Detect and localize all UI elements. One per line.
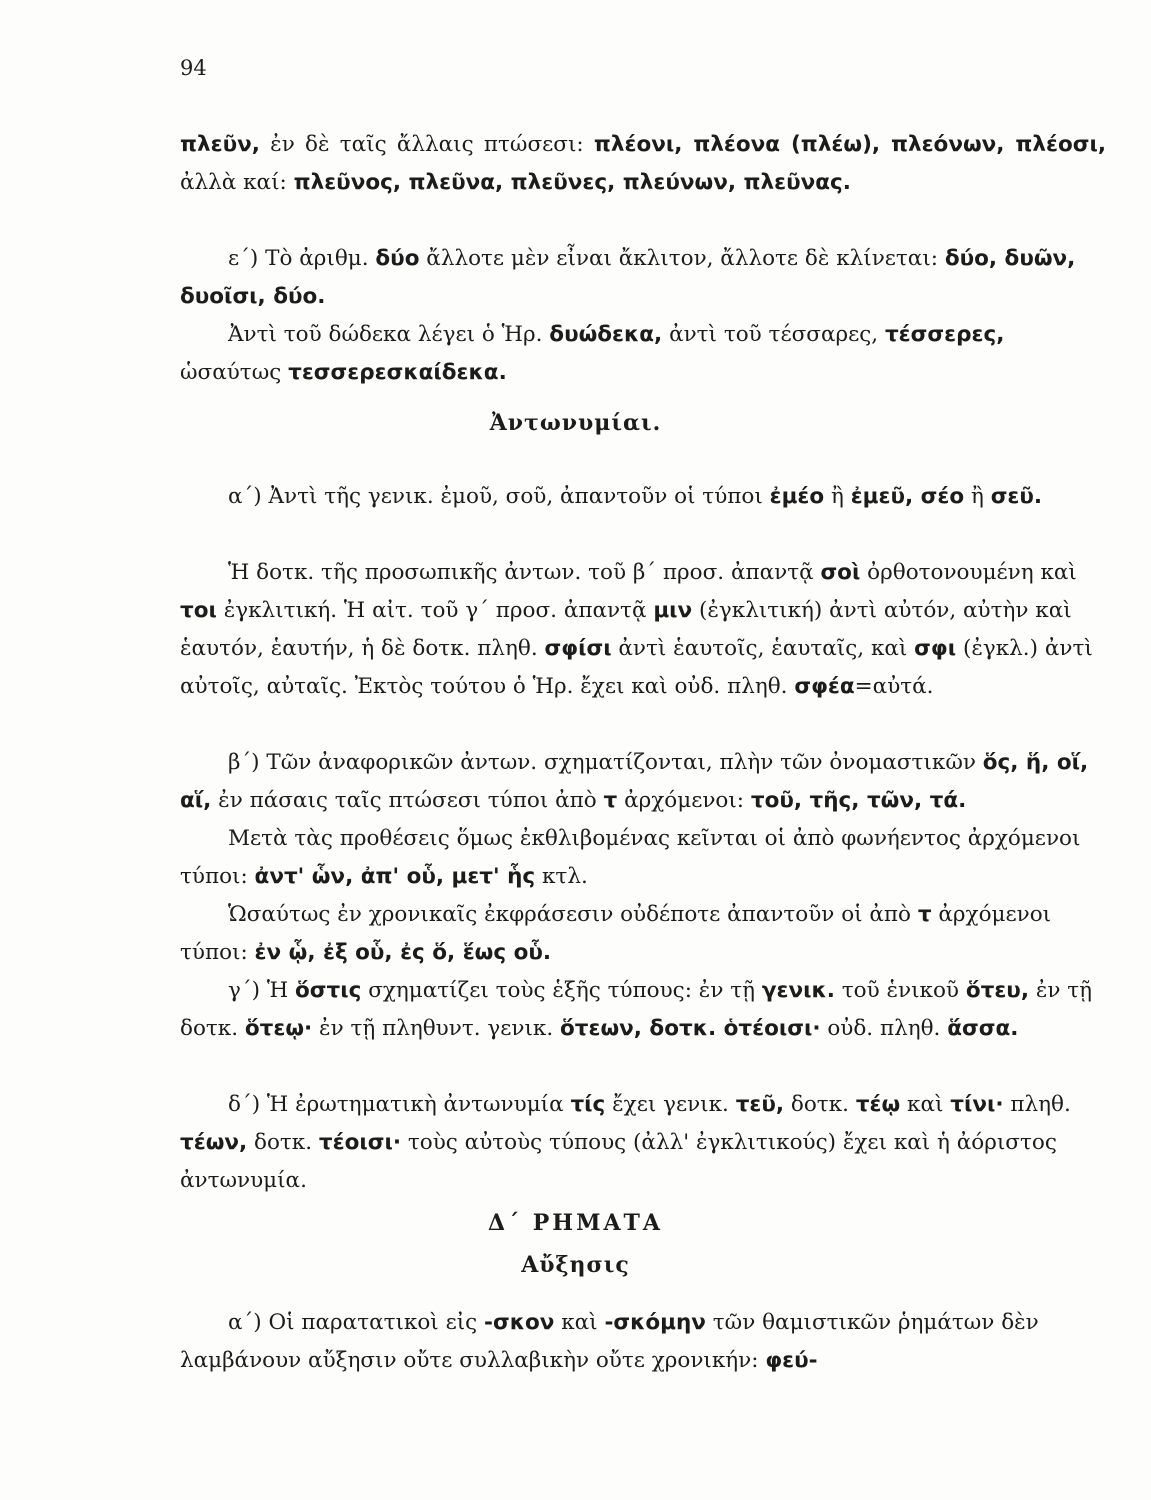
bold-term: τέσσερες, [884,322,1005,347]
text-run: ἔχει γενικ. [605,1092,736,1117]
bold-term: τέῳ [855,1092,901,1117]
text-run: τοῦ ἑνικοῦ [834,978,966,1003]
bold-term: τίς [570,1092,606,1117]
text-run: Ἀντὶ τοῦ δώδεκα λέγει ὁ Ἡρ. [228,322,550,347]
paragraph [180,126,1113,202]
text-run: Ἡ δοτκ. τῆς προσωπικῆς ἀντων. τοῦ β΄ προσ. ἀπαντᾷ [228,560,821,585]
text-run: Μετὰ τὰς προθέσεις ὅμως ἐκθλιβομένας κεῖνται οἱ ἀπὸ φωνήεντος ἀρχόμενοι τύποι: [180,826,1088,889]
text-run: ὡσαύτως [180,322,1012,385]
text-run: πληθ. [1003,1092,1078,1117]
text-run: γ΄) Ἡ [228,978,295,1003]
text-run: καὶ [900,1092,951,1117]
bold-term: μιν [653,598,693,623]
paragraph [180,972,1106,1048]
text-run: οὐδ. πληθ. [820,1016,948,1041]
text-run: ἀντὶ τοῦ τέσσαρες, [662,322,885,347]
paragraph [180,554,1106,706]
section-heading-pronouns: Ἀντωνυμίαι. [489,410,662,436]
bold-term: σοὶ [820,560,861,585]
text-run: δοτκ. [247,1130,319,1155]
paragraph [180,478,1106,516]
text-run: ε΄) Τὸ ἀριθμ. [228,246,376,271]
text-run: δ΄) Ἡ ἐρωτηματικὴ ἀντωνυμία [228,1092,571,1117]
bold-term: τοι [180,598,217,623]
bold-term: πλεῦνος, πλεῦνα, πλεῦνες, πλεύνων, πλεῦνας. [293,170,851,195]
bold-term: τ [603,788,618,813]
text-run: ἢ [964,484,991,509]
paragraph [180,1304,1106,1380]
text-run: κτλ. [535,864,588,889]
text-run: ἐν πάσαις ταῖς πτώσεσι τύποι ἀπὸ [211,788,604,813]
bold-term: δύο [375,246,420,271]
bold-term: σφέα [794,674,855,699]
bold-term: -σκον [484,1310,555,1335]
bold-term: γενικ. [761,978,835,1003]
text-run: (ἐγκλιτική) ἀντὶ αὐτόν, αὐτὴν καὶ ἑαυτόν, ἑαυτήν, ἡ δὲ δοτκ. πληθ. [180,598,1079,661]
text-run: ἀντὶ ἑαυτοῖς, ἑαυταῖς, καὶ [611,636,915,661]
text-run: τῶν θαμιστικῶν ῥημάτων δὲν λαμβάνουν αὔξησιν οὔτε συλλαβικὴν οὔτε χρονικήν: [180,1310,1046,1373]
bold-term: ὅτεῳ· [244,1016,313,1041]
text-run: α΄) Ἀντὶ τῆς γενικ. ἐμοῦ, σοῦ, ἀπαντοῦν οἱ τύποι [228,484,770,509]
bold-term: ἐμεῦ, σέο [850,484,965,509]
bold-term: ἐμέο [769,484,825,509]
paragraph [180,1086,1106,1200]
bold-term: ἅσσα. [947,1016,1019,1041]
bold-term: ὅστις [295,978,362,1003]
section-heading-augment: Αὔξησις [521,1252,630,1278]
text-run: Ὡσαύτως ἐν χρονικαῖς ἐκφράσεσιν οὐδέποτε ἀπαντοῦν οἱ ἀπὸ [228,902,918,927]
text-run: ἐν δὲ ταῖς ἄλλαις πτώσεσι: [259,132,594,157]
bold-term: ὅς, ἥ, οἵ, αἵ, [180,750,1096,813]
text-run: ἐν τῇ πληθυντ. γενικ. [312,1016,560,1041]
bold-term: τίνι· [950,1092,1004,1117]
text-run: α΄) Οἱ παρατατικοὶ εἰς [228,1310,485,1335]
text-run: ἀλλὰ καί: [180,132,1113,195]
paragraph [180,744,1106,820]
text-run: =αὐτά. [854,674,934,699]
bold-term: ὅτεων, δοτκ. ὁτέοισι· [559,1016,821,1041]
bold-term: ἐν ᾧ, ἐξ οὗ, ἐς ὅ, ἕως οὗ. [254,940,552,965]
text-run: καὶ [554,1310,605,1335]
bold-term: πλέονι, πλέονα (πλέω), πλεόνων, πλέοσι, [593,132,1106,157]
bold-term: δυώδεκα, [549,322,663,347]
bold-term: σεῦ. [990,484,1043,509]
paragraph [180,316,1106,392]
bold-term: σφι [914,636,957,661]
paragraph [180,896,1106,972]
chapter-heading-verbs: Δ΄ ΡΗΜΑΤΑ [488,1210,663,1236]
bold-term: φεύ- [765,1348,818,1373]
text-run: σχηματίζει τοὺς ἑξῆς τύπους: ἐν τῇ [361,978,762,1003]
bold-term: τεῦ, [735,1092,785,1117]
bold-term: -σκόμην [604,1310,706,1335]
paragraph [180,240,1106,316]
text-run: (ἐγκλ.) ἀντὶ αὐτοῖς, αὐταῖς. Ἐκτὸς τούτου ὁ Ἡρ. ἔχει καὶ οὐδ. πληθ. [180,636,1100,699]
bold-term: ἀντ' ὧν, ἀπ' οὗ, μετ' ἧς [254,864,536,889]
bold-term: τ [917,902,932,927]
text-run: ἀρχόμενοι: [617,788,751,813]
paragraph [180,820,1106,896]
page-number: 94 [180,56,207,80]
text-run: β΄) Τῶν ἀναφορικῶν ἀντων. σχηματίζονται, πλὴν τῶν ὀνομαστικῶν [228,750,983,775]
text-run: δοτκ. [784,1092,856,1117]
text-run: τοὺς αὐτοὺς τύπους (ἀλλ' ἐγκλιτικούς) ἔχει καὶ ἡ ἀόριστος ἀντωνυμία. [180,1130,1064,1193]
bold-term: τέων, [180,1130,248,1155]
text-run: ἀρχόμενοι τύποι: [180,902,1058,965]
bold-term: τοῦ, τῆς, τῶν, τά. [750,788,967,813]
text-run: ὀρθοτονουμένη καὶ [860,560,1084,585]
bold-term: δύο, δυῶν, δυοῖσι, δύο. [180,246,1083,309]
text-run: ἢ [824,484,851,509]
text-run: ἐγκλιτική. Ἡ αἰτ. τοῦ γ΄ προσ. ἀπαντᾷ [216,598,654,623]
bold-term: ὅτευ, [965,978,1029,1003]
bold-term: τέοισι· [318,1130,402,1155]
text-run: ἄλλοτε μὲν εἶναι ἄκλιτον, ἄλλοτε δὲ κλίνεται: [419,246,945,271]
bold-term: σφίσι [544,636,612,661]
bold-term: πλεῦν, [180,132,260,157]
bold-term: τεσσερεσκαίδεκα. [288,360,507,385]
text-run: ἐν τῇ δοτκ. [180,978,1099,1041]
